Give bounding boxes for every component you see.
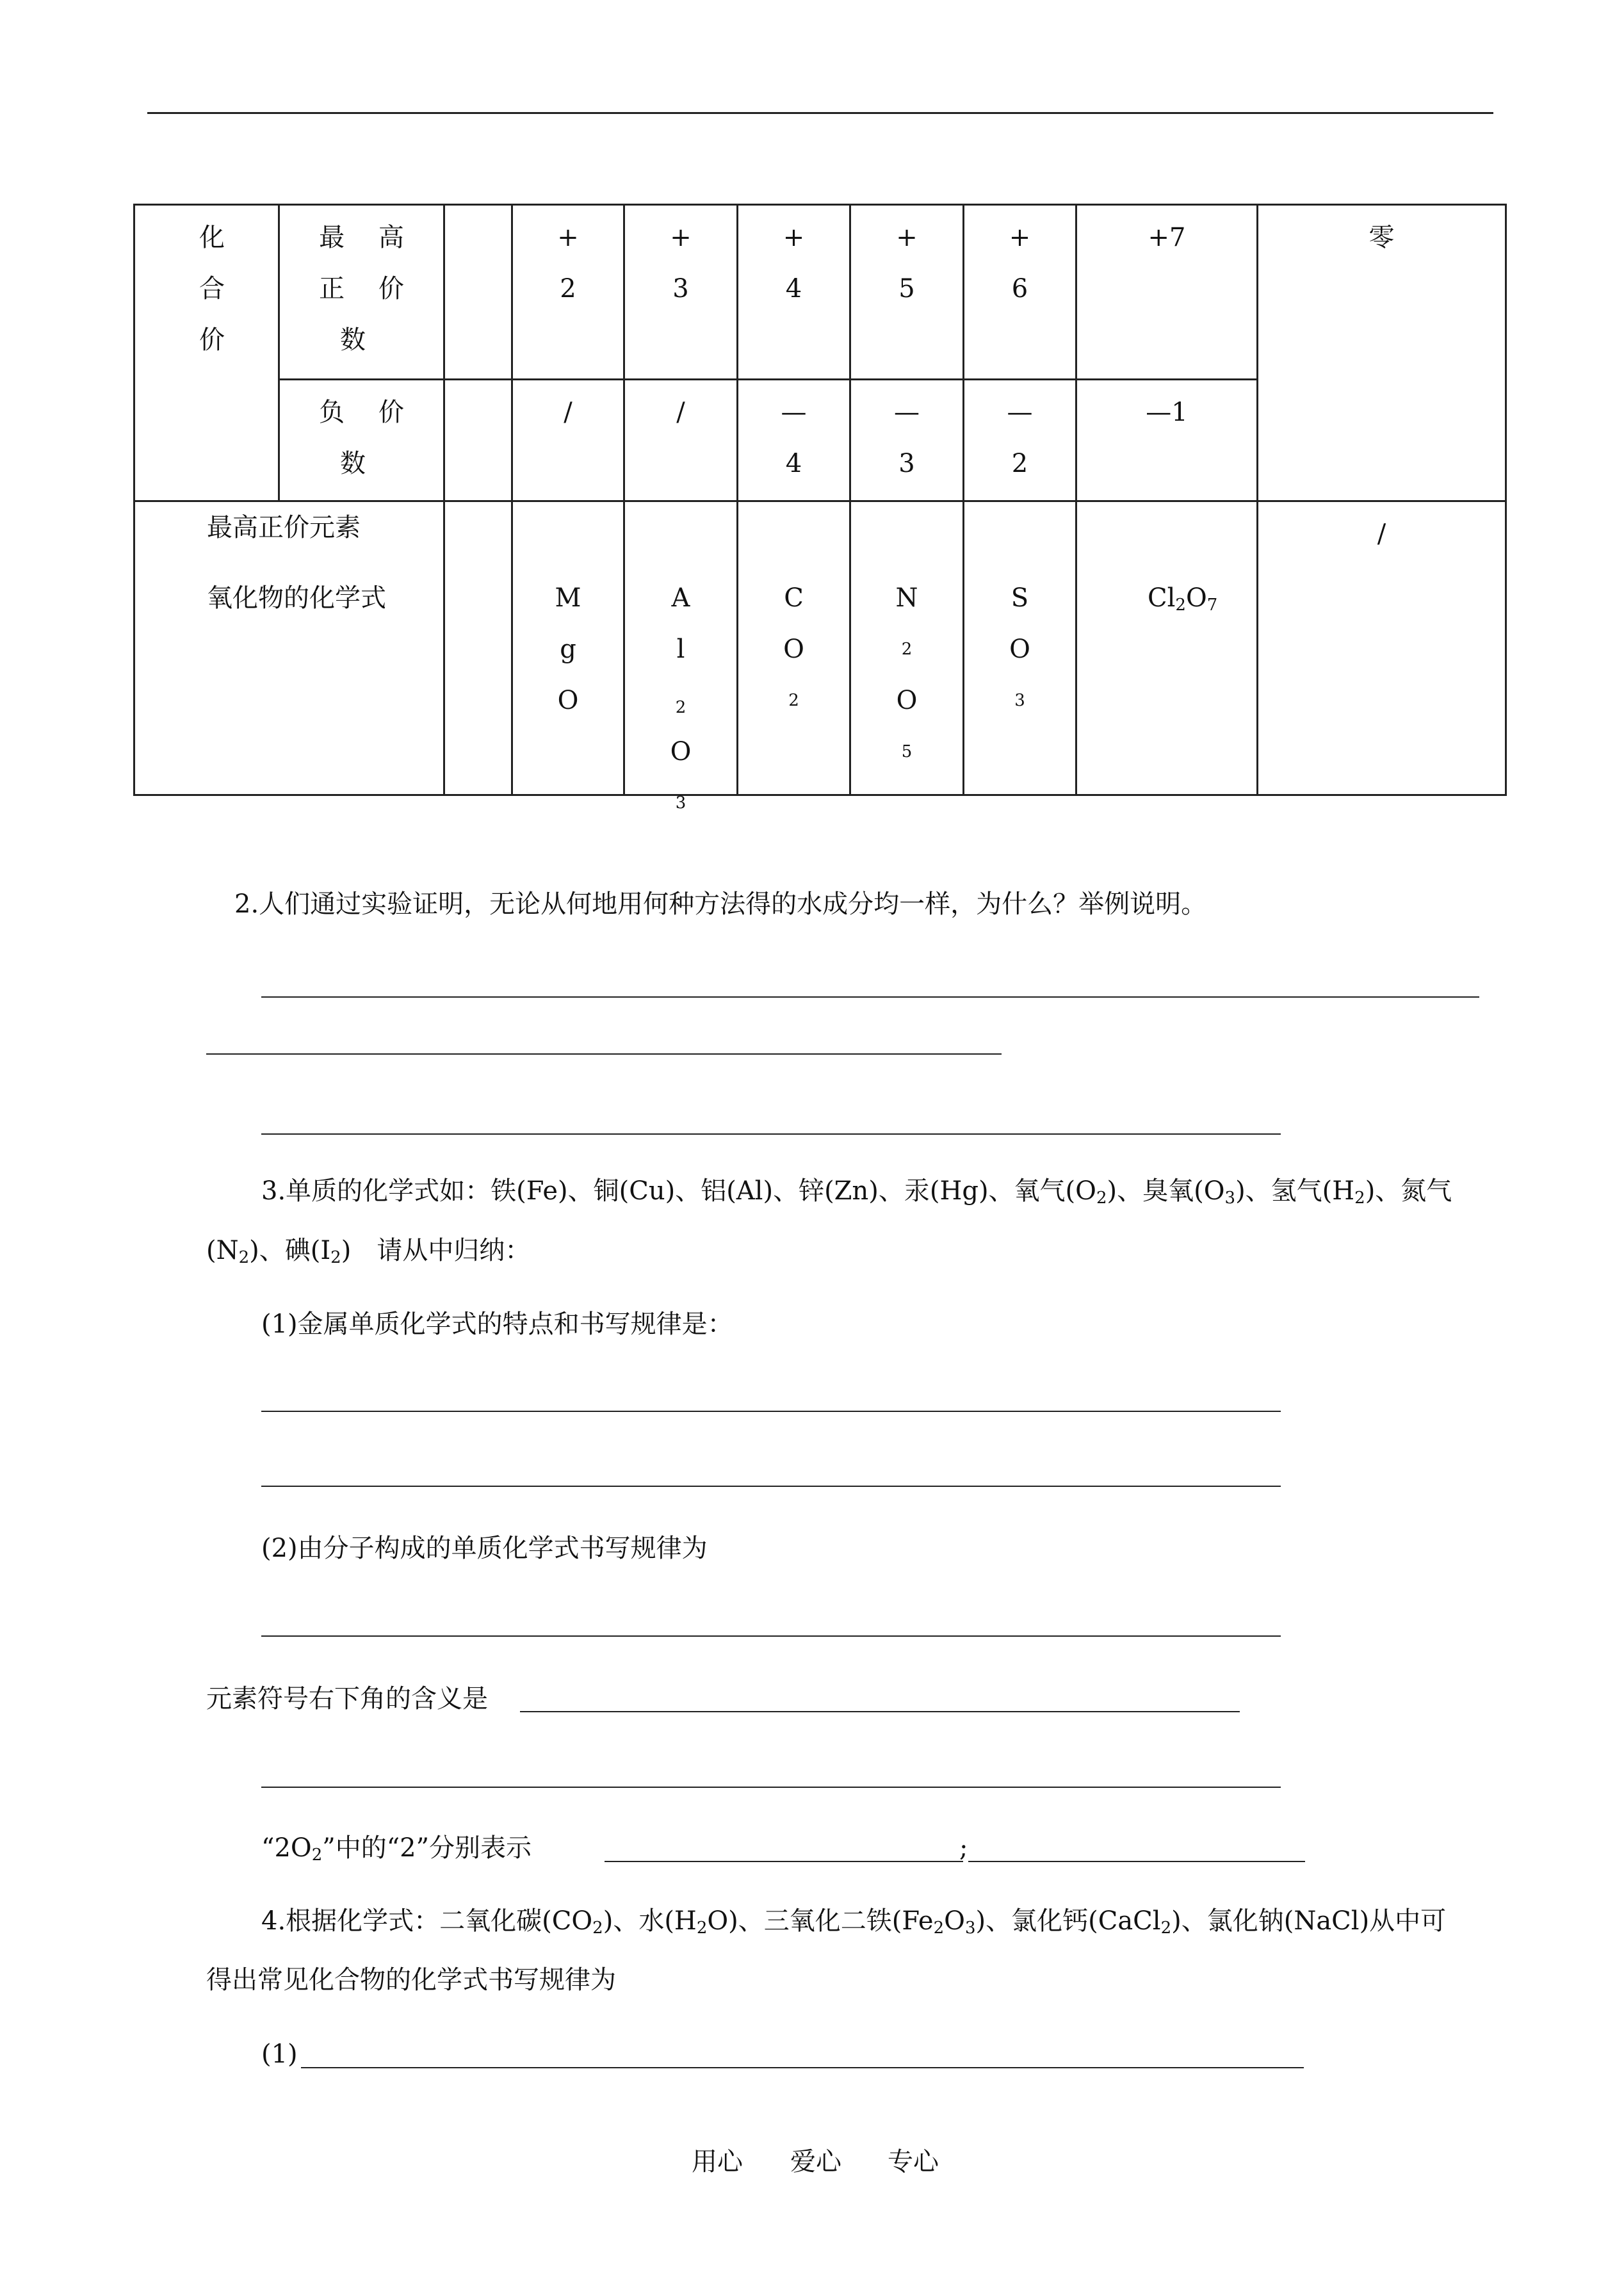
formula-subscript: 2 [1096, 1188, 1107, 1208]
question-4-line-2: 得出常见化合物的化学式书写规律为 [206, 1965, 616, 1995]
value-sign: + [1009, 223, 1031, 252]
value-number: 4 [785, 274, 802, 304]
max-positive-label-line: 数 [340, 325, 366, 355]
negative-value-cell [738, 380, 850, 501]
value-sign: + [557, 223, 579, 252]
oxide-formula-cell [850, 501, 964, 795]
formula-char: O [783, 635, 804, 664]
formula-subscript: 2 [592, 1918, 603, 1938]
value-slash: / [564, 398, 572, 427]
formula-subscript: 2 [696, 1918, 708, 1938]
value-number: 3 [898, 449, 915, 478]
question-2-text: 2.人们通过实验证明，无论从何地用何种方法得的水成分均一样，为什么？举例说明。 [234, 889, 1207, 919]
formula-subscript: 5 [901, 742, 913, 761]
valence-label-char: 价 [199, 325, 225, 355]
question-4-text: )、氯化钙(CaCl [975, 1906, 1161, 1936]
negative-value-cell [624, 380, 738, 501]
formula-char: O [1185, 583, 1207, 613]
formula-char [625, 624, 736, 726]
empty-cell [444, 380, 512, 501]
answer-line[interactable] [261, 1133, 1281, 1135]
max-positive-label-cell [279, 205, 444, 380]
value-number: 2 [560, 274, 576, 304]
max-positive-value-cell [624, 205, 738, 380]
formula-subscript: 2 [330, 1248, 341, 1267]
noble-gas-oxide-cell [1258, 501, 1506, 795]
max-positive-value-cell [738, 205, 850, 380]
value-slash: / [676, 398, 685, 427]
answer-line[interactable] [605, 1861, 963, 1862]
oxide-formula-cell [512, 501, 624, 795]
oxide-formula-cell [624, 501, 738, 813]
question-3-text: 3.单质的化学式如：铁(Fe)、铜(Cu)、铝(Al)、锌(Zn)、汞(Hg)、氧气(O [261, 1176, 1096, 1206]
value-sign: + [670, 223, 692, 252]
zero-label: 零 [1368, 223, 1395, 252]
formula-subscript: 3 [964, 1918, 976, 1938]
negative-value-cell [850, 380, 964, 501]
value-number: 5 [898, 274, 915, 304]
formula-subscript: 2 [933, 1918, 945, 1938]
valence-table [133, 204, 1507, 813]
footer-motto: 爱心 [790, 2147, 841, 2177]
question-3-text: (N [206, 1236, 239, 1265]
negative-label-line: 负 价 [319, 398, 404, 427]
answer-separator: ; [959, 1833, 968, 1863]
formula-subscript: 2 [238, 1248, 250, 1267]
formula-char: M [555, 583, 581, 613]
formula-char: S [1011, 583, 1029, 613]
question-3-part-1: (1)金属单质化学式的特点和书写规律是： [261, 1310, 733, 1339]
empty-cell [444, 205, 512, 380]
oxide-formula-cl2o7 [1148, 583, 1218, 615]
value-sign: + [783, 223, 805, 252]
formula-subscript: 2 [675, 698, 686, 717]
question-4-part-1: (1) [261, 2040, 298, 2069]
formula-char: O [557, 686, 579, 715]
answer-line[interactable] [301, 2067, 1304, 2068]
oxide-formula-cell [964, 501, 1076, 795]
formula-char: O [896, 686, 918, 715]
formula-char: g [560, 635, 576, 664]
formula-subscript: 3 [675, 793, 686, 813]
question-4-text: )、氯化钠(NaCl)从中可 [1171, 1906, 1447, 1936]
value-number: 3 [672, 274, 689, 304]
oxide-label-line: 氧化物的化学式 [207, 583, 386, 613]
question-3-text: ”中的“2”分别表示 [322, 1833, 532, 1863]
value-number: —1 [1146, 398, 1188, 427]
question-3-part-3: 元素符号右下角的含义是 [206, 1684, 488, 1714]
max-positive-value-cell [964, 205, 1076, 380]
max-positive-label-line: 最 高 [319, 223, 404, 252]
value-sign: — [1007, 398, 1033, 427]
formula-subscript: 2 [788, 691, 799, 710]
footer-motto: 用心 [692, 2147, 743, 2177]
valence-label-char: 合 [199, 274, 225, 304]
formula-subscript: 7 [1206, 596, 1218, 615]
question-4-text: )、水(H [603, 1906, 697, 1936]
oxide-label-cell [134, 501, 444, 795]
formula-char: l [676, 635, 685, 664]
max-positive-value-cell [512, 205, 624, 380]
question-4-line-1 [261, 1906, 1447, 1938]
answer-line[interactable] [261, 1486, 1281, 1487]
formula-char: C [784, 583, 804, 613]
answer-line[interactable] [261, 996, 1479, 998]
max-positive-value-cell [1076, 205, 1258, 380]
answer-line[interactable] [968, 1861, 1305, 1862]
question-3-text: ) 请从中归纳： [341, 1236, 531, 1265]
footer-motto: 专心 [888, 2147, 939, 2177]
question-4-text: O)、三氧化二铁(Fe [707, 1906, 934, 1936]
negative-label-cell [279, 380, 444, 501]
formula-char: A [671, 583, 690, 613]
question-4-text: O [944, 1906, 965, 1936]
value-number: 2 [1011, 449, 1028, 478]
question-3-part-2: (2)由分子构成的单质化学式书写规律为 [261, 1534, 708, 1563]
answer-line[interactable] [206, 1053, 1002, 1055]
valence-row-label-cell [134, 205, 279, 501]
question-3-part-4 [261, 1833, 532, 1865]
formula-char: N [895, 583, 918, 613]
value-slash: / [1377, 519, 1386, 549]
question-3-text: )、碘(I [249, 1236, 331, 1265]
noble-gas-cell [1258, 205, 1506, 501]
formula-char: Cl [1148, 583, 1176, 613]
value-number: 4 [785, 449, 802, 478]
question-3-text: )、臭氧(O [1107, 1176, 1225, 1206]
question-3-line-2 [206, 1236, 531, 1267]
formula-subscript: 2 [1160, 1918, 1172, 1938]
oxide-formula-cell [738, 501, 850, 795]
answer-line[interactable] [261, 1787, 1281, 1788]
formula-subscript: 3 [1224, 1188, 1236, 1208]
value-sign: — [894, 398, 920, 427]
negative-label-line: 数 [340, 449, 366, 478]
value-sign: + [896, 223, 918, 252]
negative-value-cell [1076, 380, 1258, 501]
formula-subscript: 2 [901, 640, 913, 659]
empty-cell [444, 501, 512, 795]
answer-line[interactable] [261, 1635, 1281, 1637]
value-number: 6 [1011, 274, 1028, 304]
question-3-text: )、氮气 [1365, 1176, 1452, 1206]
formula-subscript: 2 [1175, 596, 1186, 615]
formula-subscript: 2 [311, 1845, 323, 1865]
header-rule [147, 112, 1493, 114]
question-3-text: )、氢气(H [1235, 1176, 1355, 1206]
valence-label-char: 化 [199, 223, 225, 252]
negative-value-cell [964, 380, 1076, 501]
negative-value-cell [512, 380, 624, 501]
formula-subscript: 3 [1014, 691, 1025, 710]
answer-line[interactable] [261, 1411, 1281, 1412]
answer-line[interactable] [520, 1711, 1240, 1712]
value-sign: — [781, 398, 807, 427]
value-number: +7 [1148, 223, 1186, 252]
oxide-label-line: 最高正价元素 [207, 513, 361, 542]
formula-char: O [1009, 635, 1030, 664]
formula-char: O [670, 737, 692, 766]
question-4-text: 4.根据化学式：二氧化碳(CO [261, 1906, 593, 1936]
question-3-line-1 [261, 1176, 1452, 1208]
max-positive-value-cell [850, 205, 964, 380]
formula-subscript: 2 [1354, 1188, 1365, 1208]
max-positive-label-line: 正 价 [319, 274, 404, 304]
oxide-formula-cell [1076, 501, 1258, 795]
question-3-text: “2O [261, 1833, 312, 1863]
